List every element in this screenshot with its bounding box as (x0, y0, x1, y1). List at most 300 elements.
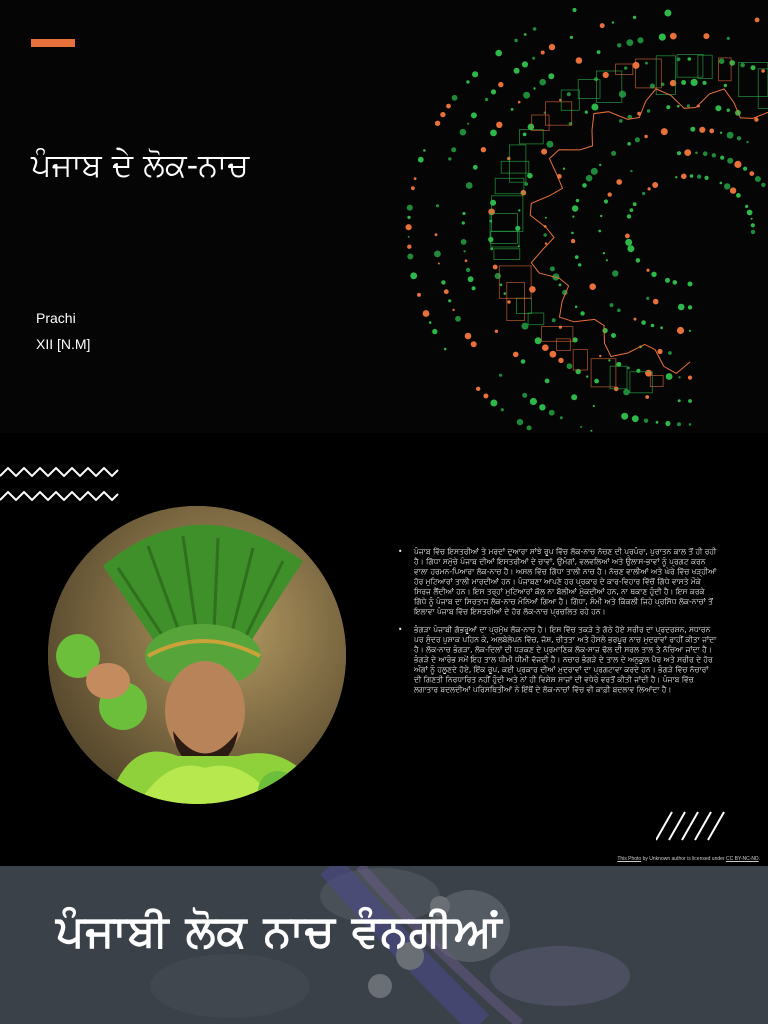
art-dot (751, 230, 755, 234)
art-dot (678, 399, 681, 402)
art-dot (736, 193, 741, 198)
art-dot (703, 33, 709, 39)
art-dot (611, 333, 616, 338)
art-dot (603, 252, 605, 254)
art-dot (529, 286, 536, 293)
content-slide (0, 444, 768, 864)
art-dot (729, 60, 735, 66)
art-dot (645, 62, 648, 65)
art-dot (677, 105, 680, 108)
art-dot (530, 398, 537, 405)
art-dot (646, 297, 649, 300)
art-dot (600, 23, 605, 28)
art-dot (688, 399, 692, 403)
art-dot (522, 323, 529, 330)
zigzag-decoration (0, 454, 120, 504)
art-dot (599, 355, 601, 357)
art-dot (462, 221, 465, 224)
art-dot (429, 321, 432, 324)
art-dot (625, 234, 630, 239)
art-dot (460, 129, 467, 136)
art-dot (451, 147, 456, 152)
art-dot (608, 192, 612, 196)
slash-decoration (656, 810, 726, 842)
art-dot (599, 164, 601, 166)
art-dot (659, 34, 666, 41)
art-dot (440, 112, 445, 117)
art-dot (507, 157, 510, 160)
art-dot (688, 282, 693, 287)
art-rect (491, 231, 519, 247)
content-bullets (398, 547, 718, 703)
art-dot (730, 187, 736, 193)
art-dot (661, 128, 668, 135)
art-dot (727, 37, 730, 40)
art-dot (677, 327, 684, 334)
art-dot (677, 422, 681, 426)
art-dot (514, 39, 518, 43)
art-dot (521, 359, 526, 364)
art-dot (498, 82, 503, 87)
art-rect (528, 313, 544, 325)
art-dot (702, 81, 706, 85)
art-dot (518, 101, 521, 104)
art-dot (521, 190, 527, 196)
art-rect (509, 145, 526, 182)
art-dot (651, 272, 656, 277)
art-dot (407, 216, 410, 219)
art-rect (573, 350, 587, 370)
art-dot (491, 89, 496, 94)
art-rect (636, 59, 662, 88)
art-dot (591, 168, 598, 175)
art-dot (634, 318, 637, 321)
art-dot (619, 119, 623, 123)
art-dot (465, 259, 468, 262)
art-dot (598, 230, 601, 233)
art-dot (681, 174, 687, 180)
art-dot (490, 200, 496, 206)
art-dot (709, 129, 714, 134)
art-dot (646, 269, 649, 272)
art-dot (572, 205, 578, 211)
art-dot (575, 306, 578, 309)
art-dot (644, 135, 647, 138)
art-dot (691, 79, 698, 86)
art-dot (468, 276, 474, 282)
art-dot (644, 419, 648, 423)
art-dot (545, 379, 550, 384)
art-dot (539, 404, 545, 410)
art-wave-line (530, 89, 768, 374)
art-dot (466, 182, 473, 189)
class-label: XII [N.M] (36, 336, 91, 352)
art-dot (664, 10, 671, 17)
art-dot (666, 105, 670, 109)
art-dot (751, 65, 756, 70)
art-dot (594, 77, 598, 81)
art-dot (441, 280, 445, 284)
art-dot (619, 91, 626, 98)
art-dot (673, 280, 678, 285)
title-slide (0, 0, 768, 433)
photo-link[interactable]: This Photo (617, 856, 642, 862)
art-dot (633, 202, 637, 206)
art-dot (471, 341, 477, 347)
credit-text: by Unknown author is licensed under (641, 856, 726, 862)
art-dot (563, 168, 565, 170)
art-dot (514, 68, 520, 74)
art-dot (652, 182, 658, 188)
art-dot (423, 149, 426, 152)
art-dot (570, 36, 573, 39)
art-dot (527, 425, 532, 430)
art-dot (483, 394, 488, 399)
art-dot (585, 111, 588, 114)
art-dot (444, 348, 447, 351)
art-dot (523, 133, 527, 137)
art-dot (724, 183, 730, 189)
art-dot (626, 39, 633, 46)
art-dot (606, 259, 608, 261)
art-dot (465, 333, 472, 340)
art-dot (476, 387, 480, 391)
art-dot (688, 57, 692, 61)
art-dot (452, 309, 454, 311)
art-rect (557, 339, 571, 351)
art-rect (494, 249, 520, 260)
art-dot (549, 44, 555, 50)
art-dot (656, 421, 659, 424)
art-dot (558, 358, 563, 363)
art-rect (758, 69, 768, 109)
art-dot (616, 179, 622, 185)
art-dot (720, 182, 723, 185)
art-dot (525, 182, 529, 186)
art-rect (490, 214, 517, 244)
art-dot (665, 421, 670, 426)
art-dot (657, 349, 662, 354)
art-dot (575, 255, 579, 259)
art-dot (500, 284, 503, 287)
art-dot (515, 226, 520, 231)
art-dot (485, 98, 488, 101)
art-dot (490, 247, 493, 250)
art-dot (435, 121, 440, 126)
art-dot (550, 266, 555, 271)
art-dot (522, 61, 528, 67)
art-dot (550, 351, 557, 358)
art-dot (751, 218, 753, 220)
art-dot (689, 423, 692, 426)
art-dot (645, 395, 649, 399)
art-dot (418, 157, 424, 163)
art-dot (452, 95, 458, 101)
art-dot (539, 79, 546, 86)
art-dot (749, 171, 754, 176)
bullet-giddha: • ਪੰਜਾਬ ਵਿੱਚ ਇਸਤਰੀਆਂ ਤੇ ਮਰਦਾਂ ਦੁਆਰਾ ਸਾਂਝੇ ਰੂਪ ਵਿੱਚ ਲੋਕ-ਨਾਚ ਨੱਚਣ ਦੀ ਪ੍ਰਪੰਰਾ, ਪੁਰਾਤਨ ਕਾਲ ਤੋਂ ਹੀ ਰਹੀ ਹੈ। ਗਿੱਧਾ ਸਮੁੱਚੇ ਪੰਜਾਬ ਦੀਆਂ ਇਸਤਰੀਆਂ ਦੇ ਚਾਵਾਂ, ਉਮੰਗਾਂ, ਵਲਵਲਿਆਂ ਅਤੇ ਉਲਾਸ-ਭਾਵਾਂ ਨੂੰ ਪ੍ਰਗਟ ਕਰਨ ਵਾਲਾ ਹਰਮਨ-ਪਿਆਰਾ ਲੋਕ-ਨਾਚ ਹੈ। ਅਸਲ ਵਿੱਚ ਗਿੱਧਾ ਤਾਲੀ ਨਾਚ ਹੈ। ਨੱਚਣ ਵਾਲੀਆਂ ਅਤੇ ਘੇਰੇ ਵਿੱਚ ਖੜ੍ਹੀਆਂ ਹੋਰ ਮੁਟਿਆਰਾਂ ਤਾਲੀ ਮਾਰਦੀਆਂ ਹਨ। ਪੰਜਾਬਣਾ ਆਪਣੇ ਹਰ ਪ੍ਰਕਾਰ ਦੇ ਕਾਰ-ਵਿਹਾਰ ਵਿੱਚੋਂ ਗਿੱਧੇ ਵਾਸਤੇ ਮੌਕੇ ਸਿਰਜ ਲੈਂਦੀਆਂ ਹਨ। ਇਸ ਤਰ੍ਹਾਂ ਮੁਟਿਆਰਾਂ ਕੋਲ ਨਾ ਬੋਲੀਆਂ ਮੁੱਕਦੀਆਂ ਹਨ, ਨਾ ਥਕਾਣ ਹੁੰਦੀ ਹੈ। ਇਸ ਕਰਕੇ ਗਿੱਧੇ ਨੂੰ ਪੰਜਾਬ ਦਾ ਸਿਰਤਾਜ ਲੋਕ-ਨਾਚ ਮੰਨਿਆਂ ਗਿਆ ਹੈ। ਗਿੱਧਾ, ਸੰਮੀ ਅਤੇ ਕਿੱਕਲੀ ਜਿਹੇ ਪ੍ਰਸਿੱਧ ਲੋਕ-ਨਾਚਾਂ ਤੋਂ ਇਲਾਵਾ ਪੰਜਾਬ ਵਿੱਚ ਇਸਤਰੀਆਂ ਦੇ ਹੋਰ ਲੋਕ-ਨਾਚ ਪ੍ਰਚਲਿਤ ਰਹੇ ਹਨ। (398, 547, 718, 617)
art-dot (576, 57, 583, 64)
art-dot (472, 71, 478, 77)
art-dot (446, 104, 451, 109)
photo-credit (617, 856, 760, 862)
art-dot (407, 254, 413, 260)
art-dot (466, 268, 470, 272)
art-dot (576, 199, 579, 202)
art-dot (689, 330, 691, 332)
art-dot (408, 236, 410, 238)
art-dot (463, 250, 465, 252)
art-dot (715, 105, 721, 111)
art-rect (532, 115, 549, 131)
art-dot (690, 127, 695, 132)
art-dot (407, 245, 411, 249)
art-dot (670, 33, 677, 40)
art-dot (580, 311, 584, 315)
art-dot (501, 408, 504, 411)
art-rect (517, 298, 532, 313)
art-dot (623, 389, 629, 395)
section-slide (0, 866, 768, 1024)
art-dot (668, 351, 672, 355)
credit-end: . (758, 856, 760, 862)
art-dot (495, 50, 502, 57)
art-rect (616, 64, 633, 75)
dancer-photo (48, 506, 346, 804)
art-dot (590, 430, 592, 432)
art-dot (559, 326, 562, 329)
art-dot (724, 84, 727, 87)
art-dot (436, 204, 439, 207)
art-dot (407, 205, 413, 211)
art-dot (675, 176, 677, 178)
art-dot (414, 177, 417, 180)
art-dot (705, 176, 709, 180)
art-dot (677, 151, 681, 155)
art-dot (549, 410, 555, 416)
art-dot (627, 214, 631, 218)
art-dot (755, 176, 761, 182)
art-dot (559, 284, 562, 287)
art-dot (610, 303, 614, 307)
art-dot (727, 132, 734, 139)
art-dot (737, 136, 741, 140)
art-dot (580, 426, 582, 428)
art-dot (438, 263, 440, 265)
art-dot (567, 363, 573, 369)
art-dot (630, 208, 634, 212)
art-dot (495, 273, 501, 279)
art-dot (552, 318, 556, 322)
art-dot (586, 375, 588, 377)
art-dot (532, 57, 535, 60)
art-rect (520, 130, 544, 144)
art-dot (448, 157, 451, 160)
art-dot (600, 215, 602, 217)
art-dot (755, 18, 760, 23)
art-dot (751, 223, 755, 227)
art-dot (571, 394, 577, 400)
art-rect (698, 55, 712, 78)
art-dot (612, 270, 618, 276)
art-dot (472, 286, 476, 290)
art-rect (501, 161, 529, 173)
art-dot (541, 149, 547, 155)
art-dot (511, 108, 514, 111)
art-dot (481, 147, 486, 152)
art-dot (597, 50, 601, 54)
art-dot (636, 369, 640, 373)
author-name: Prachi (36, 310, 76, 326)
slide-title: ਪੰਜਾਬ ਦੇ ਲੋਕ-ਨਾਚ (31, 146, 249, 184)
art-dot (635, 137, 640, 142)
art-dot (523, 92, 530, 99)
art-dot (653, 299, 659, 305)
art-dot (690, 174, 694, 178)
art-dot (462, 212, 465, 215)
art-dot (571, 239, 575, 243)
art-dot (666, 373, 673, 380)
art-dot (507, 300, 510, 303)
art-dot (761, 69, 765, 73)
art-dot (627, 367, 630, 370)
art-dot (720, 156, 724, 160)
art-dot (490, 130, 497, 137)
art-dot (688, 305, 692, 309)
accent-bar (31, 39, 75, 47)
art-dot (546, 141, 553, 148)
art-dot (630, 170, 632, 172)
bullet-bhangra: • ਭੰਗੜਾ ਪੰਜਾਬੀ ਗੱਭਰੂਆਂ ਦਾ ਪ੍ਰਮੁੱਖ ਲੋਕ-ਨਾਚ ਹੈ। ਇਸ ਵਿੱਚ ਤਕੜੇ ਤੇ ਗੱਠੇ ਹੋਏ ਸਰੀਰ ਦਾ ਪ੍ਰਦਰਸ਼ਨ, ਸਧਾਰਨ ਪਰ ਸੁੰਦਰ ਪੁਸ਼ਾਕ ਪਹਿਨ ਕੇ, ਅਲਬੇਲੇਪਨ ਵਿੱਚ, ਜੋਸ਼, ਚੀਤਤਾ ਅਤੇ ਹੌਸਲੇ ਭਰਪੂਰ ਨਾਚ ਮੁਦਰਾਵਾਂ ਰਾਹੀਂ ਕੀਤਾ ਜਾਂਦਾ ਹੈ। ਲੋਕ-ਨਾਚ ਭੰਗੜਾ, ਲੋਕ-ਦਿਲਾਂ ਦੀ ਧੜਕਣ ਦੇ ਪ੍ਰਮਾਣਿਕ ਲੋਕ-ਸਾਜ਼ ਢੋਲ ਦੀ ਸਰਲ ਤਾਲ ਤੇ ਨੱਚਿਆ ਜਾਂਦਾ ਹੈ। ਭੰਗੜੇ ਦੇ ਆਰੰਭ ਸਮੇਂ ਇਹ ਤਾਲ ਧੀਮੀ ਧੀਮੀ ਵੱਜਦੀ ਹੈ। ਨਚਾਰ ਭੰਗੜੇ ਦੇ ਤਾਲ ਦੇ ਅਨੁਕੂਲ ਪੈਰ ਅਤੇ ਸਰੀਰ ਦੇ ਹੋਰ ਅੰਗਾਂ ਨੂੰ ਹਲੂਣਦੇ ਹੋਏ, ਇੱਕ ਰੂਪ, ਕਈ ਪ੍ਰਕਾਰ ਦੀਆਂ ਮੁਦਰਾਵਾਂ ਦਾ ਪ੍ਰਗਟਾਵਾ ਕਰਦੇ ਹਨ। ਭੰਗੜੇ ਵਿੱਚ ਨੱਚਾਰਾਂ ਦੀ ਗਿਣਤੀ ਨਿਰਧਾਰਿਤ ਨਹੀਂ ਹੁੰਦੀ ਅਤੇ ਨਾਂ ਹੀ ਵਿਸ਼ੇਸ਼ ਸਾਜ਼ਾਂ ਦੀ ਵਧੇਰੇ ਵਰਤੋਂ ਕੀਤੀ ਜਾਂਦੀ ਹੈ। ਪੰਜਾਬ ਵਿੱਚ ਲਗਾਤਾਰ ਬਦਲਦੀਆਂ ਪਰਿਸਥਿਤੀਆਂ ਨੇ ਇੱਥੋਂ ਦੇ ਲੋਕ-ਨਾਚਾਂ ਵਿੱਚ ਵੀ ਕਾਫ਼ੀ ਬਦਲਾਵ ਲਿਆਂਦਾ ਹੈ। (398, 625, 718, 695)
art-dot (636, 258, 641, 263)
art-dot (545, 217, 547, 219)
art-dot (625, 239, 632, 246)
abstract-dots-art (330, 0, 768, 433)
art-dot (745, 205, 748, 208)
art-dot (617, 43, 621, 47)
art-dot (665, 278, 670, 283)
art-dot (495, 330, 498, 333)
art-dot (410, 272, 417, 279)
art-dot (632, 415, 639, 422)
art-dot (633, 16, 636, 19)
art-dot (727, 109, 730, 112)
art-dot (642, 192, 645, 195)
art-dot (720, 132, 722, 134)
art-dot (572, 216, 574, 218)
art-dot (535, 337, 542, 344)
art-dot (517, 419, 523, 425)
art-dot (593, 405, 595, 407)
art-dot (560, 416, 563, 419)
art-dot (612, 21, 614, 23)
art-rect (546, 102, 572, 125)
art-dot (712, 153, 716, 157)
art-dot (591, 104, 598, 111)
art-dot (448, 299, 451, 302)
art-rect (610, 366, 627, 389)
art-dot (524, 33, 527, 36)
art-dot (627, 142, 631, 146)
section-title: ਪੰਜਾਬੀ ਲੋਕ ਨਾਚ ਵੰਨਗੀਆਂ (56, 906, 503, 957)
art-dot (648, 187, 651, 190)
art-dot (582, 183, 587, 188)
art-dot (627, 245, 634, 252)
art-dot (522, 393, 527, 398)
art-dot (548, 73, 554, 79)
art-dot (695, 152, 698, 155)
art-dot (471, 112, 477, 118)
art-dot (406, 224, 412, 230)
art-dot (740, 63, 745, 68)
art-dot (681, 80, 686, 85)
art-dot (688, 376, 692, 380)
art-dot (467, 123, 469, 125)
art-dot (567, 92, 571, 96)
art-dot (699, 127, 705, 133)
art-dot (423, 310, 430, 317)
art-dot (533, 87, 535, 89)
art-dot (594, 379, 599, 384)
art-dot (604, 199, 608, 203)
art-dot (435, 233, 438, 236)
art-dot (518, 209, 520, 211)
art-dot (504, 292, 507, 295)
art-dot (678, 376, 680, 378)
art-dot (761, 183, 765, 187)
art-dot (434, 251, 441, 258)
art-dot (571, 232, 574, 235)
art-dot (703, 151, 708, 156)
art-dot (499, 374, 502, 377)
art-dot (617, 309, 621, 313)
art-dot (444, 289, 449, 294)
art-dot (602, 328, 607, 333)
art-dot (624, 66, 627, 69)
art-dot (647, 109, 650, 112)
art-dot (651, 324, 655, 328)
license-link[interactable]: CC BY-NC-ND (726, 856, 759, 862)
art-dot (542, 344, 549, 351)
art-dot (490, 400, 497, 407)
art-dot (543, 233, 547, 237)
art-dot (660, 326, 663, 329)
art-dot (513, 352, 519, 358)
art-dot (417, 293, 421, 297)
art-dot (589, 283, 596, 290)
art-dot (611, 151, 616, 156)
art-dot (527, 173, 533, 179)
art-dot (461, 239, 467, 245)
art-dot (637, 37, 643, 43)
art-dot (747, 210, 753, 216)
art-dot (687, 104, 690, 107)
art-dot (473, 165, 478, 170)
art-dot (411, 186, 415, 190)
art-dot (743, 167, 747, 171)
art-rect (656, 56, 675, 95)
art-dot (496, 122, 502, 128)
art-dot (678, 304, 685, 311)
art-dot (641, 320, 646, 325)
art-dot (684, 149, 691, 156)
art-dot (432, 329, 437, 334)
art-dot (608, 359, 610, 361)
art-dot (734, 161, 741, 168)
art-dot (541, 51, 545, 55)
art-dot (719, 58, 725, 64)
art-dot (493, 265, 498, 270)
